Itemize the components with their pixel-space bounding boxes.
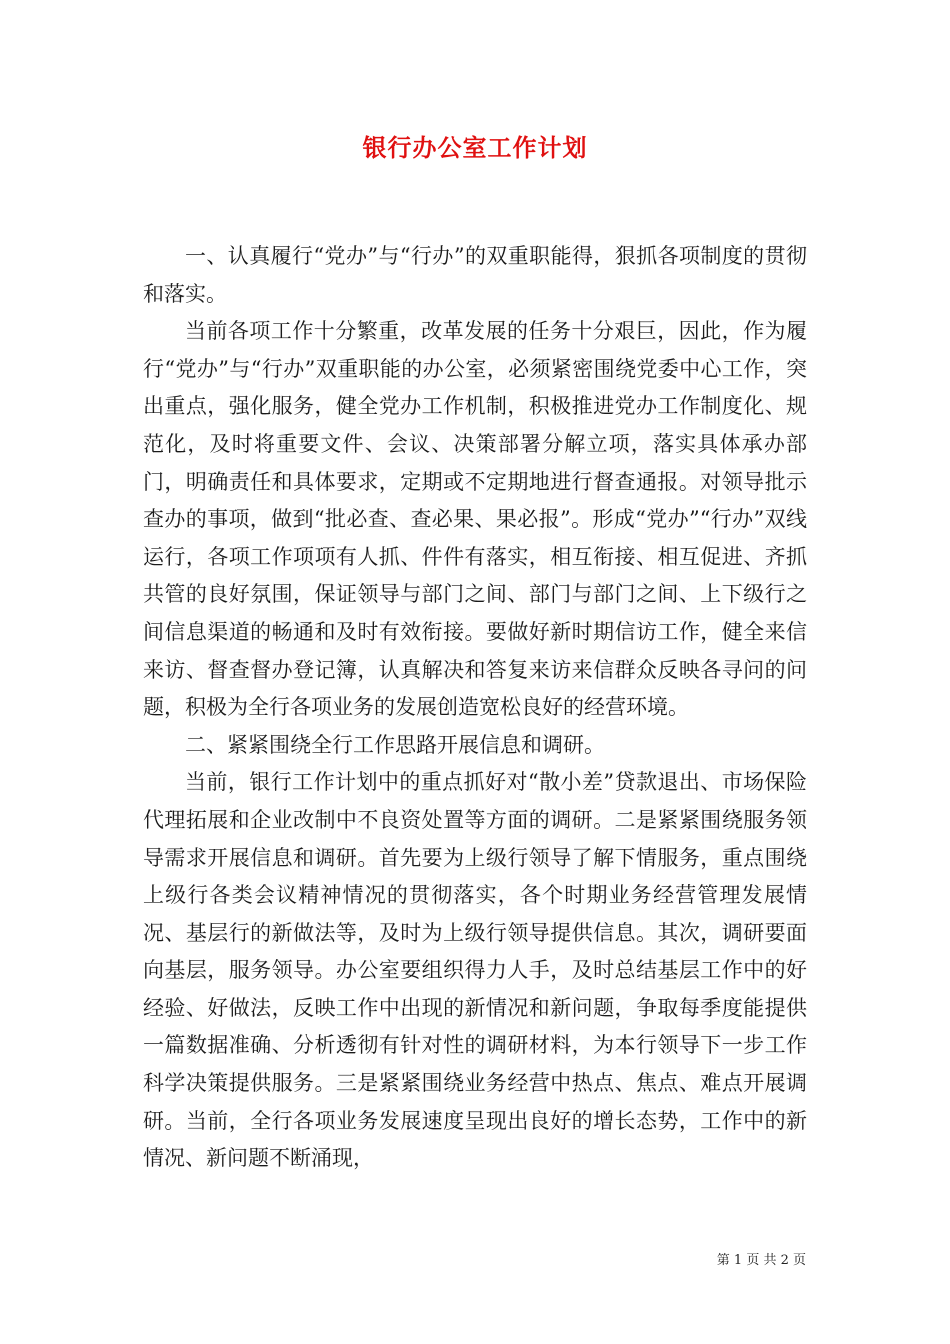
- paragraph-4: 当前，银行工作计划中的重点抓好对“散小差”贷款退出、市场保险代理拓展和企业改制中不良资处置等方面的调研。二是紧紧围绕服务领导需求开展信息和调研。首先要为上级行领导了解下情服务，重点围绕上级行各类会议精神情况的贯彻落实，各个时期业务经营管理发展情况、基层行的新做法等，及时为上级行领导提供信息。其次，调研要面向基层，服务领导。办公室要组织得力人手，及时总结基层工作中的好经验、好做法，反映工作中出现的新情况和新问题，争取每季度能提供一篇数据准确、分析透彻有针对性的调研材料，为本行领导下一步工作科学决策提供服务。三是紧紧围绕业务经营中热点、焦点、难点开展调研。当前，全行各项业务发展速度呈现出良好的增长态势，工作中的新情况、新问题不断涌现，: [143, 770, 807, 1171]
- paragraph-2: 当前各项工作十分繁重，改革发展的任务十分艰巨，因此，作为履行“党办”与“行办”双重职能的办公室，必须紧密围绕党委中心工作，突出重点，强化服务，健全党办工作机制，积极推进党办工作制度化、规范化，及时将重要文件、会议、决策部署分解立项，落实具体承办部门，明确责任和具体要求，定期或不定期地进行督查通报。对领导批示查办的事项，做到“批必查、查必果、果必报”。形成“党办”“行办”双线运行，各项工作项项有人抓、件件有落实，相互衔接、相互促进、齐抓共管的良好氛围，保证领导与部门之间、部门与部门之间、上下级行之间信息渠道的畅通和及时有效衔接。要做好新时期信访工作，健全来信来访、督查督办登记簿，认真解决和答复来访来信群众反映各寻问的问题，积极为全行各项业务的发展创造宽松良好的经营环境。: [143, 319, 807, 720]
- document-body: [143, 238, 807, 1178]
- paragraph-3: 二、紧紧围绕全行工作思路开展信息和调研。: [185, 732, 605, 757]
- document-title: 银行办公室工作计划: [362, 133, 588, 162]
- page-number: 第 1 页 共 2 页: [716, 1253, 806, 1268]
- paragraph-1: 一、认真履行“党办”与“行办”的双重职能得，狠抓各项制度的贯彻和落实。: [143, 244, 807, 306]
